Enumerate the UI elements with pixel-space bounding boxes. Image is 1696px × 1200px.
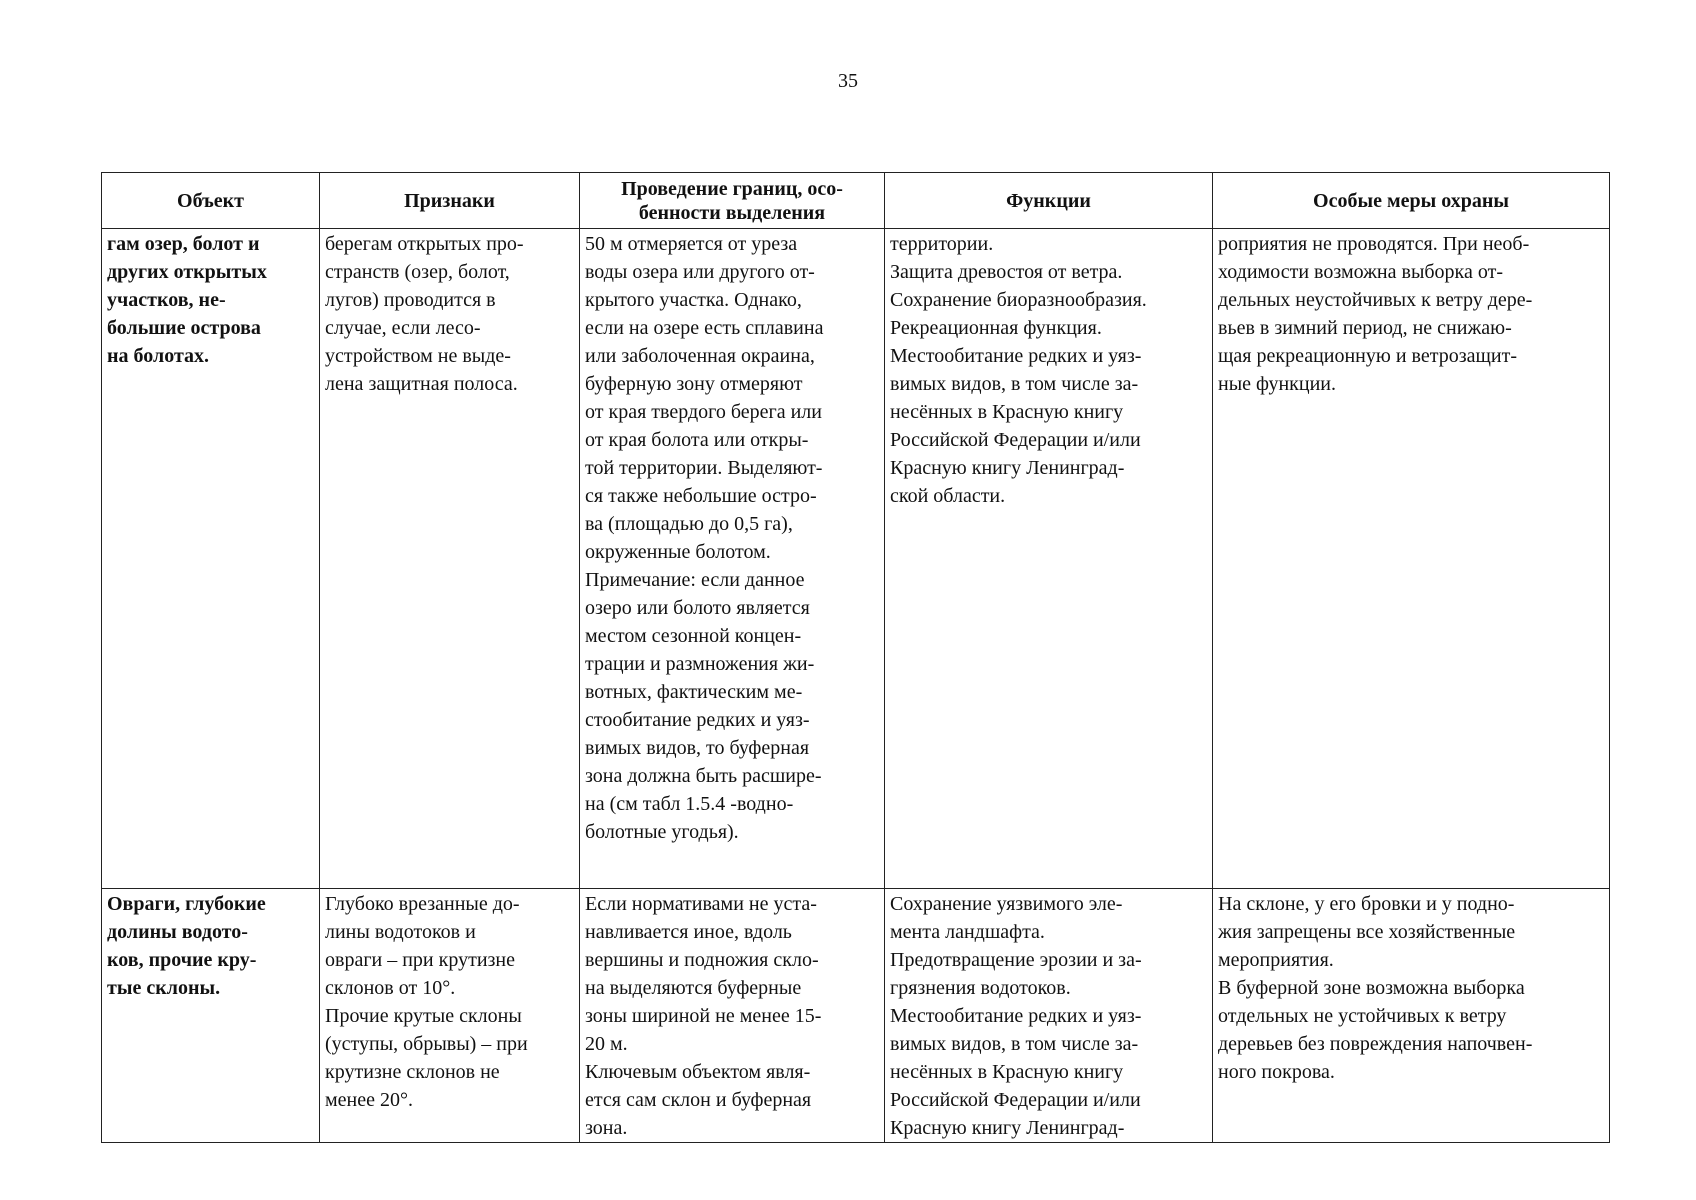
table-row: [102, 229, 1610, 889]
cell-text-line: той территории. Выделяют-: [585, 457, 823, 479]
cell-text-line: зоны шириной не менее 15-: [585, 1005, 822, 1027]
cell-text-line: стообитание редких и уяз-: [585, 709, 810, 731]
cell-text-line: озеро или болото является: [585, 597, 810, 619]
cell-text-line: мента ландшафта.: [890, 921, 1045, 943]
cell-text-line: вимых видов, в том числе за-: [890, 373, 1139, 395]
cell-text-line: вьев в зимний период, не снижаю-: [1218, 317, 1512, 339]
cell-text-line: ется сам склон и буферная: [585, 1089, 812, 1111]
cell-text-line: вимых видов, то буферная: [585, 737, 810, 759]
page-number: 35: [838, 70, 858, 92]
functions-cell: [885, 889, 1213, 1143]
cell-text-line: ные функции.: [1218, 373, 1337, 395]
cell-text-line: если на озере есть сплавина: [585, 317, 824, 339]
protected-objects-table: [101, 172, 1610, 1143]
cell-text-line: от края твердого берега или: [585, 401, 822, 423]
cell-text-line: роприятия не проводятся. При необ-: [1218, 233, 1530, 255]
header-line: Проведение границ, осо-: [621, 177, 843, 200]
cell-text-line: лена защитная полоса.: [325, 373, 518, 395]
cell-text-line: странств (озер, болот,: [325, 261, 510, 283]
cell-text-line: случае, если лесо-: [325, 317, 481, 339]
cell-text-line: ного покрова.: [1218, 1061, 1335, 1083]
table-header-row: [102, 173, 1610, 229]
cell-text-line: ков, прочие кру-: [107, 949, 257, 971]
functions-cell: [885, 229, 1213, 889]
cell-text-line: Защита древостоя от ветра.: [890, 261, 1123, 283]
features-cell: [320, 229, 580, 889]
cell-text-line: лины водотоков и: [325, 921, 476, 943]
cell-text-line: вимых видов, в том числе за-: [890, 1033, 1139, 1055]
cell-text-line: зона должна быть расшире-: [585, 765, 822, 787]
cell-text-line: овраги – при крутизне: [325, 949, 516, 971]
cell-text-line: Российской Федерации и/или: [890, 1089, 1141, 1111]
cell-text-line: ходимости возможна выборка от-: [1218, 261, 1503, 283]
cell-text-line: Примечание: если данное: [585, 569, 805, 591]
cell-text-line: на выделяются буферные: [585, 977, 802, 999]
cell-text-line: Глубоко врезанные до-: [325, 893, 520, 915]
cell-text-line: местом сезонной концен-: [585, 625, 802, 647]
cell-text-line: на болотах.: [107, 345, 210, 367]
cell-text-line: долины водото-: [107, 921, 248, 943]
cell-text-line: дельных неустойчивых к ветру дере-: [1218, 289, 1533, 311]
header-functions: [885, 173, 1213, 229]
header-features: [320, 173, 580, 229]
header-line: Признаки: [404, 189, 495, 212]
cell-text-line: жия запрещены все хозяйственные: [1218, 921, 1516, 943]
protection-cell: [1213, 229, 1610, 889]
cell-text-line: других открытых: [107, 261, 267, 283]
cell-text-line: навливается иное, вдоль: [585, 921, 792, 943]
table-row: [102, 889, 1610, 1143]
cell-text-line: участков, не-: [107, 289, 226, 311]
cell-text-line: или заболоченная окраина,: [585, 345, 815, 367]
cell-text-line: крутизне склонов не: [325, 1061, 500, 1083]
cell-text-line: зона.: [585, 1117, 628, 1139]
cell-text-line: грязнения водотоков.: [890, 977, 1071, 999]
cell-text-line: Сохранение уязвимого эле-: [890, 893, 1123, 915]
cell-text-line: 20 м.: [585, 1033, 628, 1055]
cell-text-line: щая рекреационную и ветрозащит-: [1218, 345, 1517, 367]
cell-text-line: Рекреационная функция.: [890, 317, 1102, 339]
cell-text-line: от края болота или откры-: [585, 429, 809, 451]
boundaries-cell: [580, 889, 885, 1143]
cell-text-line: Российской Федерации и/или: [890, 429, 1141, 451]
cell-text-line: Ключевым объектом явля-: [585, 1061, 811, 1083]
cell-text-line: Сохранение биоразнообразия.: [890, 289, 1147, 311]
cell-text-line: мероприятия.: [1218, 949, 1334, 971]
cell-text-line: трации и размножения жи-: [585, 653, 815, 675]
cell-text-line: воды озера или другого от-: [585, 261, 815, 283]
table-body: [102, 229, 1610, 1143]
cell-text-line: тые склоны.: [107, 977, 221, 999]
cell-text-line: устройством не выде-: [325, 345, 511, 367]
boundaries-cell: [580, 229, 885, 889]
cell-text-line: Овраги, глубокие: [107, 893, 266, 915]
cell-text-line: гам озер, болот и: [107, 233, 260, 255]
cell-text-line: большие острова: [107, 317, 261, 339]
cell-text-line: Если нормативами не уста-: [585, 893, 817, 915]
cell-text-line: В буферной зоне возможна выборка: [1218, 977, 1525, 999]
cell-text-line: крытого участка. Однако,: [585, 289, 802, 311]
header-protection: [1213, 173, 1610, 229]
cell-text-line: деревьев без повреждения напочвен-: [1218, 1033, 1533, 1055]
cell-text-line: несённых в Красную книгу: [890, 401, 1124, 423]
object-cell: [102, 889, 320, 1143]
cell-text-line: территории.: [890, 233, 994, 255]
cell-text-line: Местообитание редких и уяз-: [890, 1005, 1142, 1027]
header-object: [102, 173, 320, 229]
header-line: Особые меры охраны: [1313, 189, 1509, 212]
cell-text-line: отдельных не устойчивых к ветру: [1218, 1005, 1507, 1027]
cell-text-line: Красную книгу Ленинград-: [890, 457, 1125, 479]
header-boundaries: [580, 173, 885, 229]
features-cell: [320, 889, 580, 1143]
header-line: бенности выделения: [638, 201, 826, 224]
cell-text-line: склонов от 10°.: [325, 977, 456, 999]
cell-text-line: буферную зону отмеряют: [585, 373, 803, 395]
header-line: Функции: [1006, 189, 1091, 212]
cell-text-line: На склоне, у его бровки и у подно-: [1218, 893, 1515, 915]
cell-text-line: Красную книгу Ленинград-: [890, 1117, 1125, 1139]
cell-text-line: несённых в Красную книгу: [890, 1061, 1124, 1083]
cell-text-line: окруженные болотом.: [585, 541, 771, 563]
cell-text-line: ся также небольшие остро-: [585, 485, 817, 507]
cell-text-line: ской области.: [890, 485, 1006, 507]
cell-text-line: вершины и подножия скло-: [585, 949, 819, 971]
cell-text-line: лугов) проводится в: [325, 289, 496, 311]
cell-text-line: Предотвращение эрозии и за-: [890, 949, 1142, 971]
protection-cell: [1213, 889, 1610, 1143]
object-cell: [102, 229, 320, 889]
cell-text-line: Местообитание редких и уяз-: [890, 345, 1142, 367]
cell-text-line: вотных, фактическим ме-: [585, 681, 803, 703]
cell-text-line: менее 20°.: [325, 1089, 413, 1111]
cell-text-line: болотные угодья).: [585, 821, 739, 843]
header-line: Объект: [177, 189, 244, 212]
cell-text-line: на (см табл 1.5.4 -водно-: [585, 793, 794, 815]
cell-text-line: (уступы, обрывы) – при: [325, 1033, 528, 1055]
cell-text-line: 50 м отмеряется от уреза: [585, 233, 798, 255]
cell-text-line: ва (площадью до 0,5 га),: [585, 513, 793, 535]
cell-text-line: берегам открытых про-: [325, 233, 524, 255]
cell-text-line: Прочие крутые склоны: [325, 1005, 522, 1027]
